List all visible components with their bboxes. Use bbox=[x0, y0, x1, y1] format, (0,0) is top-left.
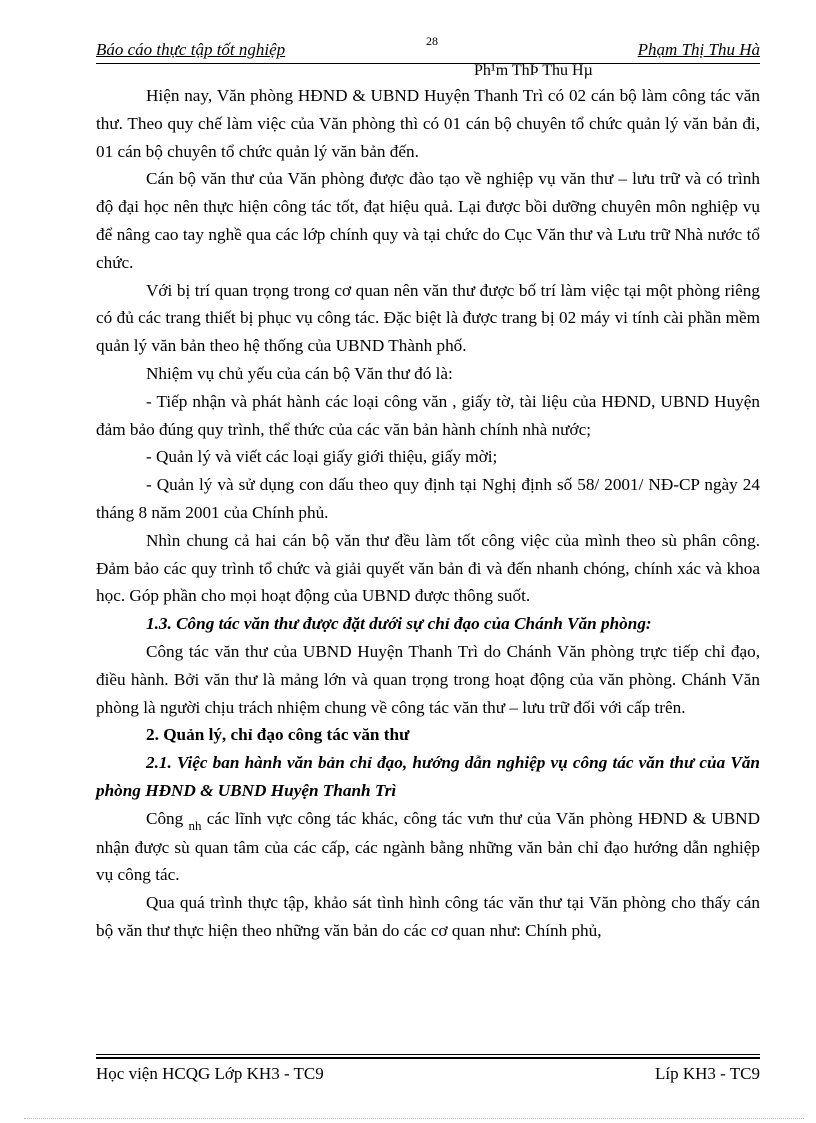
paragraph: - Quản lý và viết các loại giấy giới thiệu, giấy mời; bbox=[146, 447, 498, 467]
page-footer bbox=[96, 1052, 760, 1092]
paragraph bbox=[96, 805, 760, 889]
footer-class: Líp KH3 - TC9 bbox=[655, 1064, 760, 1083]
paragraph: - Tiếp nhận và phát hành các loại công văn , giấy tờ, tài liệu của HĐND, UBND Huyện đảm bảo đúng quy trình, thể thức của các văn bản hành chính nhà nước; bbox=[96, 391, 760, 439]
subscript-fragment: nh bbox=[188, 817, 202, 833]
paragraph: Cán bộ văn thư của Văn phòng được đào tạo về nghiệp vụ văn thư – lưu trữ và có trình độ đại học nên thực hiện công tác tốt, đạt hiệu quả. Lại được bồi dưỡng chuyên môn nghiệp vụ để nâng cao tay nghề qua các lớp chính quy và tại chức do Cục Văn thư và Lưu trữ Nhà nước tổ chức. bbox=[96, 169, 760, 272]
paragraph: Qua quá trình thực tập, khảo sát tình hình công tác văn thư tại Văn phòng cho thấy cán bộ văn thư thực hiện theo những văn bản do các cơ quan như: Chính phủ, bbox=[96, 893, 760, 940]
section-heading-2: 2. Quản lý, chỉ đạo công tác văn thư bbox=[146, 725, 410, 745]
paragraph: - Quản lý và sử dụng con dấu theo quy định tại Nghị định số 58/ 2001/ NĐ-CP ngày 24 tháng 8 năm 2001 của Chính phủ. bbox=[96, 475, 760, 522]
header-rule bbox=[96, 63, 760, 64]
footer-institution: Học viện HCQG Lớp KH3 - TC9 bbox=[96, 1064, 324, 1083]
footer-rule-thick bbox=[96, 1057, 760, 1059]
paragraph-rest: các lĩnh vực công tác khác, công tác vưn thư của Văn phòng HĐND & UBND nhận được sù quan tâm của các cấp, các ngành bằng những văn bản chỉ đạo hướng dẫn nghiệp vụ công tác. bbox=[96, 808, 760, 885]
header-report-title: Báo cáo thực tập tốt nghiệp bbox=[96, 40, 286, 59]
paragraph: Hiện nay, Văn phòng HĐND & UBND Huyện Thanh Trì có 02 cán bộ làm công tác văn thư. Theo quy chế làm việc của Văn phòng thì có 01 cán bộ chuyên tổ chức quản lý văn bản đi, 01 cán bộ chuyên tổ chức quản lý văn bản đến. bbox=[96, 86, 760, 161]
header-author: Phạm Thị Thu Hà bbox=[637, 40, 760, 59]
paragraph: Với bị trí quan trọng trong cơ quan nên văn thư được bố trí làm việc tại một phòng riêng có đủ các trang thiết bị phục vụ công tác. Đặc biệt là được trang bị 02 máy vi tính cài phần mềm quản lý văn bản theo hệ thống của UBND Thành phố. bbox=[96, 280, 760, 356]
section-heading-2-1: 2.1. Việc ban hành văn bản chỉ đạo, hướng dẫn nghiệp vụ công tác văn thư của Văn phòng HĐND & UBND Huyện Thanh Trì bbox=[96, 753, 760, 800]
paragraph: Nhìn chung cả hai cán bộ văn thư đều làm tốt công việc của mình theo sù phân công. Đảm bảo các quy trình tổ chức và giải quyết văn bản đi và đến nhanh chóng, chính xác và khoa học. Góp phần cho mọi hoạt động của UBND được thông suốt. bbox=[96, 530, 760, 606]
footer-rule-thin bbox=[96, 1054, 760, 1055]
paragraph: Công tác văn thư của UBND Huyện Thanh Trì do Chánh Văn phòng trực tiếp chỉ đạo, điều hành. Bởi văn thư là mảng lớn và quan trọng trong hoạt động của văn phòng. Chánh Văn phòng là người chịu trách nhiệm chung về công tác văn thư – lưu trữ đối với cấp trên. bbox=[96, 641, 760, 717]
page-header bbox=[96, 34, 760, 64]
section-heading-1-3: 1.3. Công tác văn thư được đặt dưới sự chỉ đạo của Chánh Văn phòng: bbox=[146, 614, 652, 634]
page-edge-dotted-line bbox=[24, 1118, 804, 1119]
paragraph-start: Công bbox=[146, 808, 189, 828]
document-body bbox=[96, 82, 760, 945]
page-number: 28 bbox=[426, 34, 438, 48]
paragraph: Nhiệm vụ chủ yếu của cán bộ Văn thư đó là: bbox=[146, 363, 453, 383]
garbled-author-line: Ph¹m ThÞ Thu Hµ bbox=[474, 62, 593, 79]
